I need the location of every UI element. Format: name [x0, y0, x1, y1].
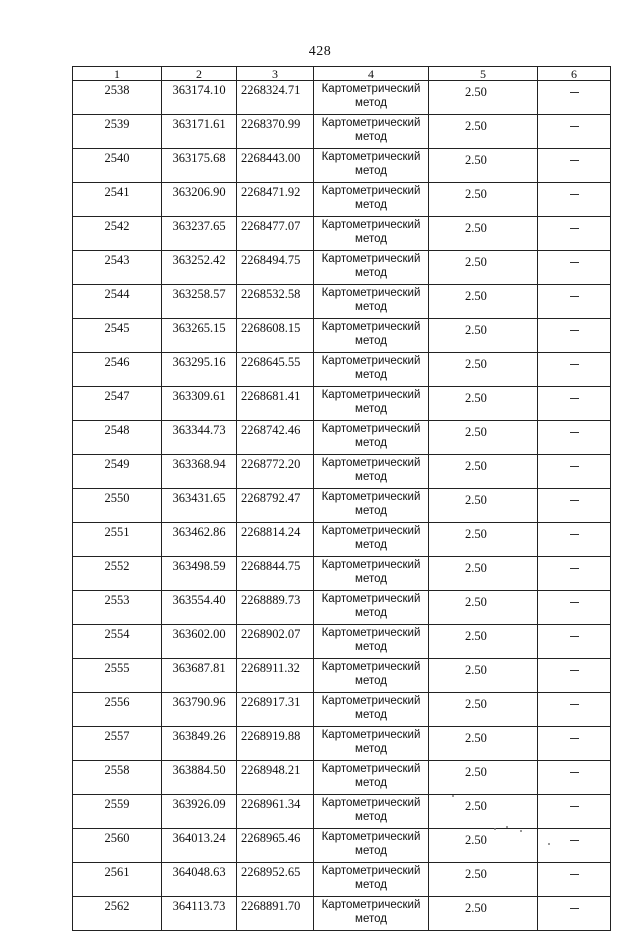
accuracy-cell: 2.50	[429, 489, 538, 523]
dash-mark	[570, 670, 579, 671]
method-cell: Картометрический метод	[314, 455, 429, 489]
point-number-cell: 2551	[73, 523, 162, 557]
x-coordinate-cell: 363790.96	[162, 693, 237, 727]
dash-mark	[570, 126, 579, 127]
method-cell: Картометрический метод	[314, 727, 429, 761]
y-coordinate-cell: 2268532.58	[237, 285, 314, 319]
x-coordinate-cell: 363237.65	[162, 217, 237, 251]
dash-mark	[570, 160, 579, 161]
dash-mark	[570, 806, 579, 807]
scan-artifact	[494, 828, 496, 830]
method-cell: Картометрический метод	[314, 557, 429, 591]
table-row	[73, 489, 611, 523]
accuracy-cell: 2.50	[429, 727, 538, 761]
y-coordinate-cell: 2268961.34	[237, 795, 314, 829]
table-row	[73, 761, 611, 795]
dash-mark	[570, 772, 579, 773]
point-number-cell: 2546	[73, 353, 162, 387]
note-cell	[538, 319, 611, 353]
note-cell	[538, 829, 611, 863]
method-cell: Картометрический метод	[314, 897, 429, 931]
method-cell: Картометрический метод	[314, 421, 429, 455]
column-header: 5	[429, 67, 538, 81]
x-coordinate-cell: 363602.00	[162, 625, 237, 659]
dash-mark	[570, 602, 579, 603]
accuracy-cell: 2.50	[429, 183, 538, 217]
x-coordinate-cell: 363295.16	[162, 353, 237, 387]
accuracy-cell: 2.50	[429, 829, 538, 863]
note-cell	[538, 217, 611, 251]
point-number-cell: 2545	[73, 319, 162, 353]
accuracy-cell: 2.50	[429, 319, 538, 353]
point-number-cell: 2558	[73, 761, 162, 795]
accuracy-cell: 2.50	[429, 455, 538, 489]
x-coordinate-cell: 363171.61	[162, 115, 237, 149]
x-coordinate-cell: 364048.63	[162, 863, 237, 897]
dash-mark	[570, 636, 579, 637]
x-coordinate-cell: 363431.65	[162, 489, 237, 523]
point-number-cell: 2559	[73, 795, 162, 829]
dash-mark	[570, 398, 579, 399]
accuracy-cell: 2.50	[429, 115, 538, 149]
note-cell	[538, 421, 611, 455]
x-coordinate-cell: 363462.86	[162, 523, 237, 557]
x-coordinate-cell: 363687.81	[162, 659, 237, 693]
method-cell: Картометрический метод	[314, 353, 429, 387]
table-row	[73, 557, 611, 591]
column-header: 6	[538, 67, 611, 81]
note-cell	[538, 727, 611, 761]
dash-mark	[570, 534, 579, 535]
table-row	[73, 693, 611, 727]
note-cell	[538, 693, 611, 727]
accuracy-cell: 2.50	[429, 761, 538, 795]
scan-artifact	[520, 830, 522, 832]
note-cell	[538, 659, 611, 693]
point-number-cell: 2556	[73, 693, 162, 727]
y-coordinate-cell: 2268443.00	[237, 149, 314, 183]
accuracy-cell: 2.50	[429, 557, 538, 591]
dash-mark	[570, 738, 579, 739]
dash-mark	[570, 874, 579, 875]
column-header: 3	[237, 67, 314, 81]
note-cell	[538, 557, 611, 591]
coordinates-table	[72, 66, 611, 931]
table-row	[73, 81, 611, 115]
table-row	[73, 217, 611, 251]
note-cell	[538, 897, 611, 931]
y-coordinate-cell: 2268889.73	[237, 591, 314, 625]
column-header: 1	[73, 67, 162, 81]
y-coordinate-cell: 2268494.75	[237, 251, 314, 285]
dash-mark	[570, 330, 579, 331]
y-coordinate-cell: 2268814.24	[237, 523, 314, 557]
dash-mark	[570, 908, 579, 909]
column-header: 4	[314, 67, 429, 81]
point-number-cell: 2540	[73, 149, 162, 183]
method-cell: Картометрический метод	[314, 523, 429, 557]
x-coordinate-cell: 363309.61	[162, 387, 237, 421]
y-coordinate-cell: 2268477.07	[237, 217, 314, 251]
note-cell	[538, 591, 611, 625]
note-cell	[538, 353, 611, 387]
note-cell	[538, 115, 611, 149]
method-cell: Картометрический метод	[314, 693, 429, 727]
note-cell	[538, 81, 611, 115]
x-coordinate-cell: 363344.73	[162, 421, 237, 455]
dash-mark	[570, 704, 579, 705]
point-number-cell: 2550	[73, 489, 162, 523]
point-number-cell: 2548	[73, 421, 162, 455]
x-coordinate-cell: 363265.15	[162, 319, 237, 353]
method-cell: Картометрический метод	[314, 81, 429, 115]
point-number-cell: 2552	[73, 557, 162, 591]
method-cell: Картометрический метод	[314, 217, 429, 251]
x-coordinate-cell: 364113.73	[162, 897, 237, 931]
x-coordinate-cell: 363926.09	[162, 795, 237, 829]
point-number-cell: 2544	[73, 285, 162, 319]
method-cell: Картометрический метод	[314, 183, 429, 217]
y-coordinate-cell: 2268902.07	[237, 625, 314, 659]
x-coordinate-cell: 363498.59	[162, 557, 237, 591]
method-cell: Картометрический метод	[314, 659, 429, 693]
method-cell: Картометрический метод	[314, 251, 429, 285]
scan-artifact	[452, 795, 454, 797]
table-row	[73, 727, 611, 761]
y-coordinate-cell: 2268742.46	[237, 421, 314, 455]
y-coordinate-cell: 2268370.99	[237, 115, 314, 149]
point-number-cell: 2541	[73, 183, 162, 217]
header-row	[73, 67, 611, 81]
x-coordinate-cell: 363554.40	[162, 591, 237, 625]
point-number-cell: 2562	[73, 897, 162, 931]
dash-mark	[570, 92, 579, 93]
table-row	[73, 659, 611, 693]
method-cell: Картометрический метод	[314, 319, 429, 353]
x-coordinate-cell: 363884.50	[162, 761, 237, 795]
table-row	[73, 829, 611, 863]
method-cell: Картометрический метод	[314, 829, 429, 863]
table-row	[73, 523, 611, 557]
table-row	[73, 421, 611, 455]
point-number-cell: 2554	[73, 625, 162, 659]
y-coordinate-cell: 2268948.21	[237, 761, 314, 795]
point-number-cell: 2560	[73, 829, 162, 863]
y-coordinate-cell: 2268919.88	[237, 727, 314, 761]
dash-mark	[570, 194, 579, 195]
y-coordinate-cell: 2268917.31	[237, 693, 314, 727]
scan-artifact	[506, 826, 508, 828]
method-cell: Картометрический метод	[314, 115, 429, 149]
point-number-cell: 2543	[73, 251, 162, 285]
table-row	[73, 353, 611, 387]
y-coordinate-cell: 2268772.20	[237, 455, 314, 489]
method-cell: Картометрический метод	[314, 795, 429, 829]
x-coordinate-cell: 363368.94	[162, 455, 237, 489]
accuracy-cell: 2.50	[429, 251, 538, 285]
table-row	[73, 863, 611, 897]
note-cell	[538, 183, 611, 217]
dash-mark	[570, 262, 579, 263]
note-cell	[538, 795, 611, 829]
y-coordinate-cell: 2268608.15	[237, 319, 314, 353]
dash-mark	[570, 364, 579, 365]
table-row	[73, 285, 611, 319]
dash-mark	[570, 296, 579, 297]
y-coordinate-cell: 2268891.70	[237, 897, 314, 931]
note-cell	[538, 387, 611, 421]
table-row	[73, 387, 611, 421]
method-cell: Картометрический метод	[314, 149, 429, 183]
point-number-cell: 2549	[73, 455, 162, 489]
method-cell: Картометрический метод	[314, 387, 429, 421]
point-number-cell: 2557	[73, 727, 162, 761]
point-number-cell: 2542	[73, 217, 162, 251]
y-coordinate-cell: 2268471.92	[237, 183, 314, 217]
table-row	[73, 149, 611, 183]
point-number-cell: 2553	[73, 591, 162, 625]
point-number-cell: 2539	[73, 115, 162, 149]
y-coordinate-cell: 2268645.55	[237, 353, 314, 387]
accuracy-cell: 2.50	[429, 659, 538, 693]
y-coordinate-cell: 2268324.71	[237, 81, 314, 115]
accuracy-cell: 2.50	[429, 863, 538, 897]
accuracy-cell: 2.50	[429, 421, 538, 455]
accuracy-cell: 2.50	[429, 217, 538, 251]
table-row	[73, 319, 611, 353]
note-cell	[538, 149, 611, 183]
y-coordinate-cell: 2268965.46	[237, 829, 314, 863]
point-number-cell: 2538	[73, 81, 162, 115]
note-cell	[538, 489, 611, 523]
y-coordinate-cell: 2268952.65	[237, 863, 314, 897]
point-number-cell: 2547	[73, 387, 162, 421]
table-row	[73, 183, 611, 217]
accuracy-cell: 2.50	[429, 81, 538, 115]
method-cell: Картометрический метод	[314, 489, 429, 523]
x-coordinate-cell: 363849.26	[162, 727, 237, 761]
table-row	[73, 251, 611, 285]
table-row	[73, 897, 611, 931]
note-cell	[538, 285, 611, 319]
accuracy-cell: 2.50	[429, 693, 538, 727]
x-coordinate-cell: 363175.68	[162, 149, 237, 183]
table-row	[73, 455, 611, 489]
page-number: 428	[308, 44, 332, 59]
x-coordinate-cell: 364013.24	[162, 829, 237, 863]
accuracy-cell: 2.50	[429, 353, 538, 387]
dash-mark	[570, 466, 579, 467]
point-number-cell: 2561	[73, 863, 162, 897]
x-coordinate-cell: 363174.10	[162, 81, 237, 115]
y-coordinate-cell: 2268844.75	[237, 557, 314, 591]
point-number-cell: 2555	[73, 659, 162, 693]
method-cell: Картометрический метод	[314, 625, 429, 659]
dash-mark	[570, 500, 579, 501]
column-header: 2	[162, 67, 237, 81]
y-coordinate-cell: 2268681.41	[237, 387, 314, 421]
method-cell: Картометрический метод	[314, 591, 429, 625]
method-cell: Картометрический метод	[314, 761, 429, 795]
method-cell: Картометрический метод	[314, 863, 429, 897]
table-header	[73, 67, 611, 81]
note-cell	[538, 455, 611, 489]
dash-mark	[570, 432, 579, 433]
table-row	[73, 625, 611, 659]
accuracy-cell: 2.50	[429, 149, 538, 183]
accuracy-cell: 2.50	[429, 897, 538, 931]
y-coordinate-cell: 2268911.32	[237, 659, 314, 693]
accuracy-cell: 2.50	[429, 387, 538, 421]
note-cell	[538, 523, 611, 557]
y-coordinate-cell: 2268792.47	[237, 489, 314, 523]
x-coordinate-cell: 363258.57	[162, 285, 237, 319]
table-row	[73, 115, 611, 149]
accuracy-cell: 2.50	[429, 625, 538, 659]
note-cell	[538, 761, 611, 795]
note-cell	[538, 625, 611, 659]
dash-mark	[570, 840, 579, 841]
dash-mark	[570, 568, 579, 569]
method-cell: Картометрический метод	[314, 285, 429, 319]
x-coordinate-cell: 363252.42	[162, 251, 237, 285]
table-row	[73, 795, 611, 829]
table-body	[73, 81, 611, 931]
scan-artifact	[548, 843, 550, 845]
note-cell	[538, 863, 611, 897]
note-cell	[538, 251, 611, 285]
dash-mark	[570, 228, 579, 229]
accuracy-cell: 2.50	[429, 523, 538, 557]
accuracy-cell: 2.50	[429, 591, 538, 625]
accuracy-cell: 2.50	[429, 795, 538, 829]
x-coordinate-cell: 363206.90	[162, 183, 237, 217]
table-row	[73, 591, 611, 625]
accuracy-cell: 2.50	[429, 285, 538, 319]
